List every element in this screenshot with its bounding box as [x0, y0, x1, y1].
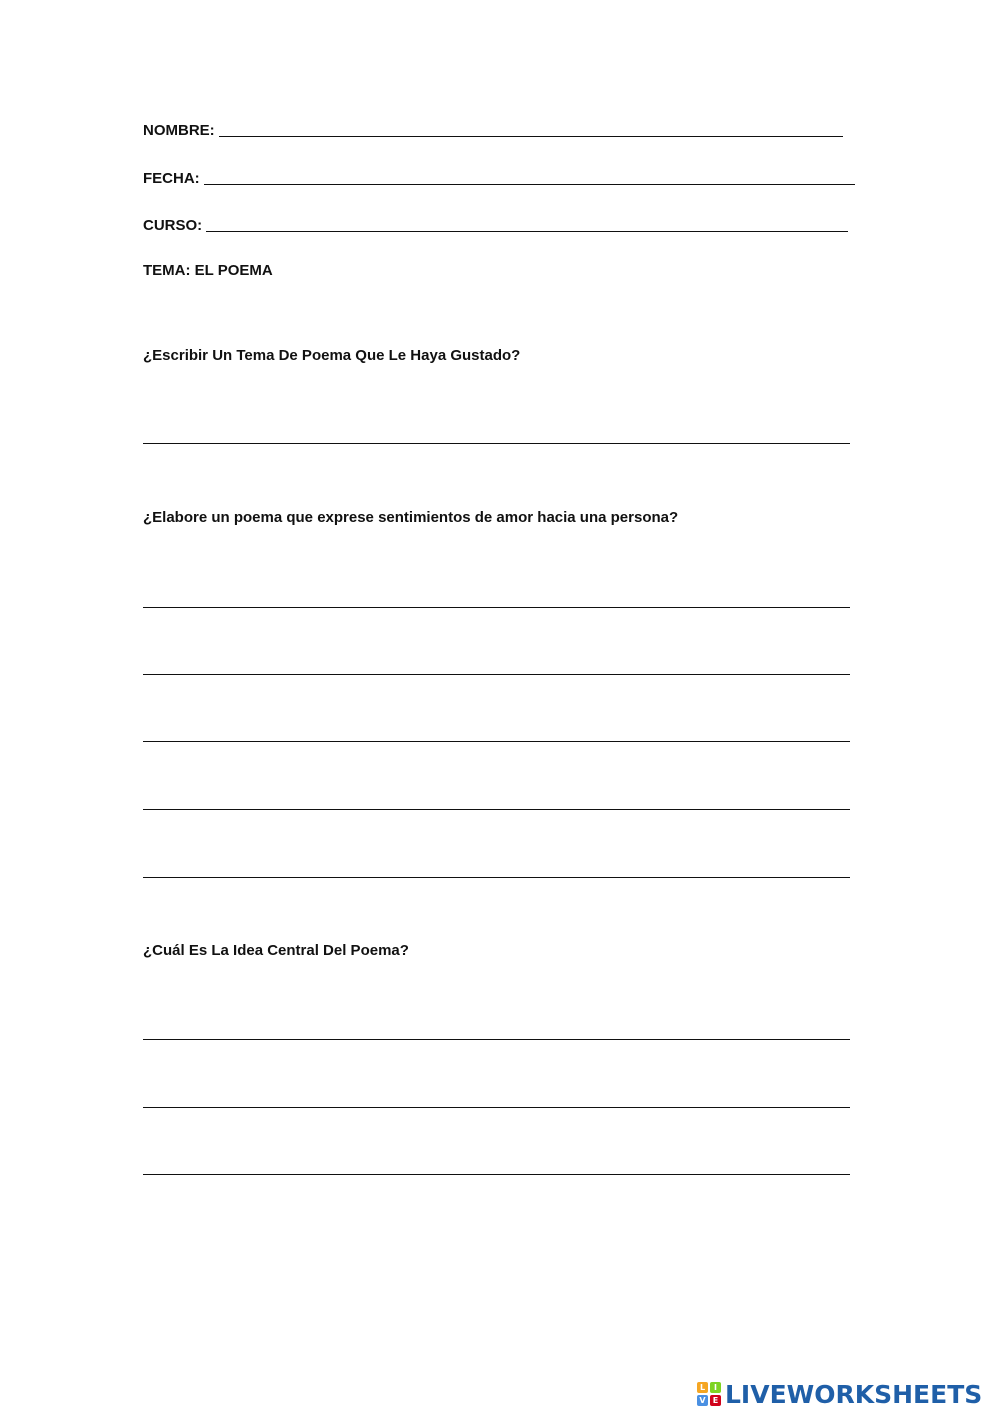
- answer-line-q2-4[interactable]: [143, 809, 850, 810]
- answer-line-q1-1[interactable]: [143, 443, 850, 444]
- answer-line-q2-3[interactable]: [143, 741, 850, 742]
- question-3: ¿Cuál Es La Idea Central Del Poema?: [143, 942, 409, 959]
- fecha-field: [143, 166, 855, 188]
- curso-label: CURSO:: [143, 217, 203, 234]
- answer-line-q3-2[interactable]: [143, 1107, 850, 1108]
- answer-line-q3-1[interactable]: [143, 1039, 850, 1040]
- liveworksheets-logo: [697, 1380, 982, 1408]
- answer-line-q2-1[interactable]: [143, 607, 850, 608]
- logo-mark-letter: V: [697, 1395, 708, 1406]
- fecha-answer-line[interactable]: [204, 184, 855, 185]
- liveworksheets-mark-icon: [697, 1382, 721, 1406]
- curso-answer-line[interactable]: [206, 231, 848, 232]
- nombre-label: NOMBRE:: [143, 122, 215, 139]
- answer-line-q2-5[interactable]: [143, 877, 850, 878]
- liveworksheets-wordmark: LIVEWORKSHEETS: [725, 1379, 983, 1409]
- nombre-answer-line[interactable]: [219, 136, 843, 137]
- topic-title: TEMA: EL POEMA: [143, 262, 273, 279]
- logo-mark-letter: I: [710, 1382, 721, 1393]
- answer-line-q3-3[interactable]: [143, 1174, 850, 1175]
- question-2: ¿Elabore un poema que exprese sentimientos de amor hacia una persona?: [143, 509, 679, 526]
- curso-field: [143, 213, 848, 235]
- logo-mark-letter: E: [710, 1395, 721, 1406]
- nombre-field: [143, 118, 843, 140]
- fecha-label: FECHA:: [143, 170, 200, 187]
- question-1: ¿Escribir Un Tema De Poema Que Le Haya Gustado?: [143, 347, 521, 364]
- answer-line-q2-2[interactable]: [143, 674, 850, 675]
- logo-mark-letter: L: [697, 1382, 708, 1393]
